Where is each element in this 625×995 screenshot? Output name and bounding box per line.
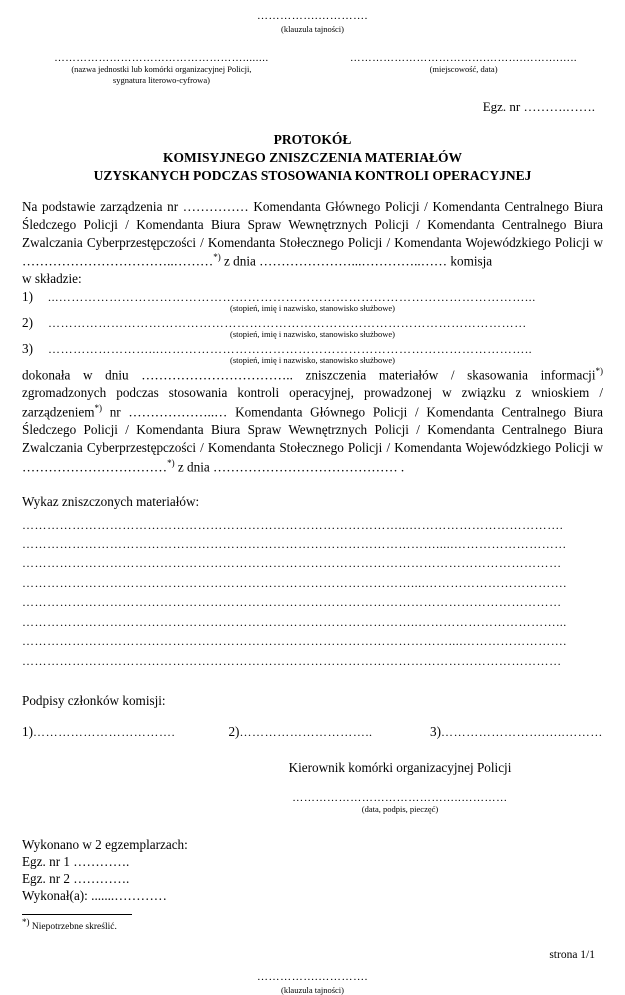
unit-name-caption-line2: sygnatura literowo-cyfrowa) bbox=[112, 74, 210, 85]
footnote-marker-2: *) bbox=[595, 366, 603, 377]
materials-list-label: Wykaz zniszczonych materiałów: bbox=[22, 493, 200, 509]
footnote-text-row bbox=[22, 917, 603, 932]
document-title-line1: PROTOKÓŁ bbox=[273, 132, 352, 148]
basis-paragraph-text-b: z dnia …………………...…………..…… komisja bbox=[220, 253, 493, 269]
copy-2-field[interactable]: Egz. nr 2 …………. bbox=[22, 870, 130, 886]
footnote-marker-1: *) bbox=[213, 252, 221, 263]
chief-signature-dotted-line[interactable]: ……………………………………..………… bbox=[292, 792, 508, 805]
place-date-caption: (miejscowość, data) bbox=[429, 63, 498, 74]
signature-number-3: 3) bbox=[430, 724, 441, 740]
top-secrecy-clause bbox=[22, 0, 603, 35]
committee-member-caption: (stopień, imię i nazwisko, stanowisko służbowe) bbox=[229, 354, 395, 365]
committee-member-number: 2) bbox=[22, 314, 33, 330]
chief-title: Kierownik komórki organizacyjnej Policji bbox=[288, 760, 512, 776]
destruction-text-d: z dnia …………………………………… . bbox=[174, 458, 405, 474]
signatures-label: Podpisy członków komisji: bbox=[22, 693, 166, 709]
committee-member-dotted-line[interactable]: ……………………...…………………………………………………………………………….. bbox=[48, 341, 533, 356]
chief-signature-caption: (data, podpis, pieczęć) bbox=[361, 804, 439, 815]
bottom-secrecy-clause bbox=[22, 967, 603, 995]
document-title bbox=[22, 131, 603, 185]
unit-name-dotted-line[interactable]: ……………………………………………........ bbox=[54, 52, 269, 64]
materials-line[interactable]: ………………………………………………………………………………………………………………… bbox=[22, 595, 562, 610]
copies-block bbox=[22, 837, 603, 905]
place-date-dotted-line[interactable]: ……………………………….……….……….….. bbox=[350, 52, 578, 64]
signature-slot-1 bbox=[22, 724, 228, 740]
copies-label: Wykonano w 2 egzemplarzach: bbox=[22, 836, 188, 852]
materials-list-lines bbox=[22, 516, 603, 672]
committee-member-dotted-line[interactable]: ...…………………………………………………………………………………………………... bbox=[48, 289, 536, 304]
signatures-row bbox=[22, 724, 603, 740]
committee-member-caption: (stopień, imię i nazwisko, stanowisko służbowe) bbox=[229, 328, 395, 339]
place-date-block bbox=[324, 53, 603, 86]
materials-line[interactable]: ………………………………………………………………………………………………………………… bbox=[22, 653, 562, 668]
top-secrecy-dotted-line[interactable]: …………….…………. bbox=[256, 10, 369, 22]
signature-dotted-line-1[interactable]: ……………………………. bbox=[33, 725, 176, 740]
document-title-line3: UZYSKANYCH PODCZAS STOSOWANIA KONTROLI OPERACYJNEJ bbox=[93, 168, 532, 184]
materials-line[interactable]: …………………………………………………………………………………..……………………………... bbox=[22, 614, 567, 629]
materials-line[interactable]: …………………………………………………………………………………………....……………………. bbox=[22, 634, 567, 649]
bottom-secrecy-dotted-line[interactable]: …………….…………. bbox=[256, 970, 369, 983]
committee-member-dotted-line[interactable]: …………………………………………………………………………………………………… bbox=[48, 315, 527, 330]
destruction-paragraph bbox=[22, 365, 603, 475]
document-title-line2: KOMISYJNEGO ZNISZCZENIA MATERIAŁÓW bbox=[162, 150, 463, 166]
committee-member-caption: (stopień, imię i nazwisko, stanowisko służbowe) bbox=[229, 302, 395, 313]
materials-line[interactable]: ……………………………………………………………………………………….....……………………… bbox=[22, 537, 567, 552]
destruction-text-b: zgromadzonych podczas stosowania kontroli operacyjnej, prowadzonej w związku z wnioskiem / zarządzeniem bbox=[22, 385, 603, 420]
signature-number-2: 2) bbox=[228, 724, 240, 740]
unit-name-block bbox=[22, 53, 301, 86]
copy-number-field[interactable]: Egz. nr ……….……. bbox=[482, 99, 595, 115]
committee-member-number: 3) bbox=[22, 340, 33, 356]
copy-1-field[interactable]: Egz. nr 1 …………. bbox=[22, 853, 130, 869]
materials-line[interactable]: …………………………………………………………………………………....……………………………. bbox=[22, 575, 567, 590]
footnote-block bbox=[22, 914, 603, 932]
destruction-text-a: dokonała w dniu …………………………….. zniszczenia materiałów / skasowania informacji bbox=[22, 367, 596, 383]
header-row bbox=[22, 53, 603, 86]
committee-members-list bbox=[22, 289, 603, 365]
basis-paragraph-text-a: Na podstawie zarządzenia nr …………… Komendanta Głównego Policji / Komendanta Centralnego Biura Śledczego Policji / Komendanta Biura Spraw Wewnętrznych Policji / Komendanta Centralnego Biura Zwalczania Cyberprzestępczości / Komendanta Stołecznego Policji / Komendanta Wojewódzkiego Policji w ……………………………..……… bbox=[22, 199, 603, 269]
committee-member-number: 1) bbox=[22, 288, 33, 304]
page-number: strona 1/1 bbox=[549, 948, 595, 961]
footnote-marker-3: *) bbox=[94, 403, 102, 414]
bottom-secrecy-caption: (klauzula tajności) bbox=[280, 984, 344, 995]
footnote-marker-4: *) bbox=[167, 457, 175, 468]
signature-number-1: 1) bbox=[22, 724, 33, 740]
prepared-by-field[interactable]: Wykonał(a): .......………… bbox=[22, 887, 167, 903]
basis-paragraph bbox=[22, 198, 603, 270]
committee-intro: w składzie: bbox=[22, 271, 82, 287]
footnote-text: Niepotrzebne skreślić. bbox=[29, 922, 117, 933]
footnote-marker-legend: *) bbox=[22, 917, 30, 928]
signature-slot-3 bbox=[430, 724, 603, 740]
materials-line[interactable]: ………………………………………………………………………………………………………………… bbox=[22, 556, 562, 571]
signature-slot-2 bbox=[228, 724, 430, 740]
footnote-divider bbox=[22, 914, 132, 915]
destruction-text-c: nr ………………..… Komendanta Głównego Policji / Komendanta Centralnego Biura Śledczego Policji / Komendanta Biura Spraw Wewnętrznych Policji / Komendanta Centralnego Biura Zwalczania Cyberprzestępczości / Komendanta Stołecznego Policji / Komendanta Wojewódzkiego Policji w …………………………… bbox=[22, 404, 603, 474]
top-secrecy-caption: (klauzula tajności) bbox=[280, 24, 344, 34]
chief-signature-block bbox=[22, 792, 603, 815]
signature-dotted-line-3[interactable]: …………………….…..……… bbox=[441, 725, 603, 740]
materials-line[interactable]: ………………………………………………………………………………...………………………………. bbox=[22, 517, 564, 532]
signature-dotted-line-2[interactable]: ………………………….. bbox=[239, 725, 373, 740]
unit-name-caption-line1: (nazwa jednostki lub komórki organizacyjnej Policji, bbox=[71, 63, 252, 74]
